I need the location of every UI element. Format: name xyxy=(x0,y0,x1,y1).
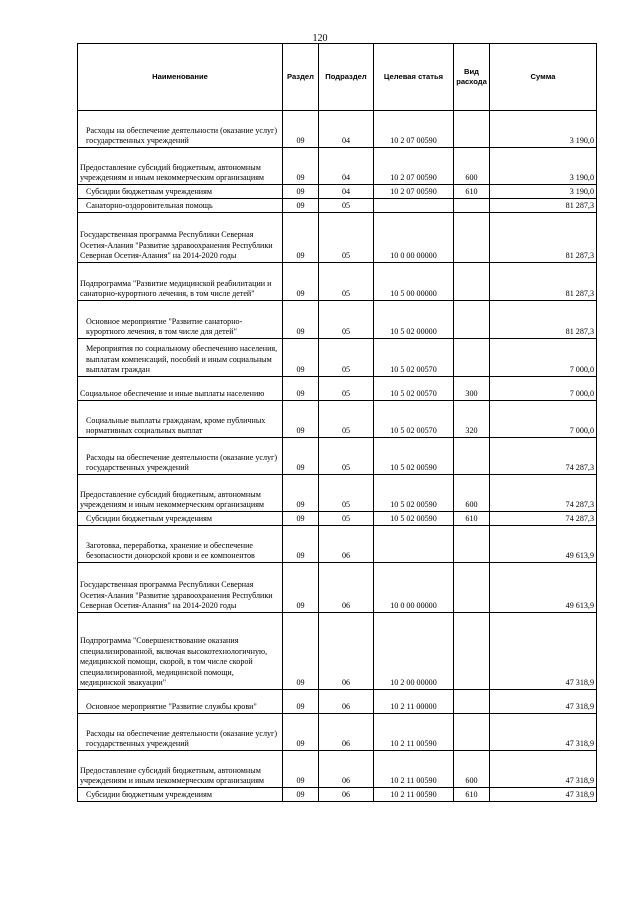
row-amount: 81 287,3 xyxy=(490,263,597,301)
row-expense-type xyxy=(454,301,490,339)
page-number: 120 xyxy=(312,33,328,44)
row-target xyxy=(374,526,454,563)
table-row xyxy=(78,377,597,401)
row-subsection: 06 xyxy=(319,526,374,563)
row-expense-type: 600 xyxy=(454,148,490,185)
row-target: 10 2 07 00590 xyxy=(374,185,454,199)
row-amount: 81 287,3 xyxy=(490,213,597,263)
row-name: Предоставление субсидий бюджетным, автономным учреждениям и иным некоммерческим организациям xyxy=(78,475,283,512)
row-subsection: 05 xyxy=(319,401,374,438)
row-target: 10 2 11 00590 xyxy=(374,788,454,802)
row-name: Мероприятия по социальному обеспечению населения, выплатам компенсаций, пособий и иным социальным выплатам граждан xyxy=(78,339,283,377)
row-name: Расходы на обеспечение деятельности (оказание услуг) государственных учреждений xyxy=(78,111,283,148)
row-amount: 7 000,0 xyxy=(490,339,597,377)
table-row xyxy=(78,148,597,185)
table-row xyxy=(78,526,597,563)
row-name: Социальное обеспечение и иные выплаты населению xyxy=(78,377,283,401)
row-amount: 47 318,9 xyxy=(490,613,597,690)
row-section: 09 xyxy=(283,613,319,690)
row-name: Подпрограмма "Развитие медицинской реабилитации и санаторно-курортного лечения, в том числе детей" xyxy=(78,263,283,301)
row-target: 10 0 00 00000 xyxy=(374,213,454,263)
row-subsection: 06 xyxy=(319,751,374,788)
row-subsection: 05 xyxy=(319,377,374,401)
row-expense-type xyxy=(454,714,490,751)
row-section: 09 xyxy=(283,714,319,751)
row-target: 10 5 02 00590 xyxy=(374,438,454,475)
row-name: Предоставление субсидий бюджетным, автономным учреждениям и иным некоммерческим организациям xyxy=(78,751,283,788)
row-amount: 7 000,0 xyxy=(490,401,597,438)
table-row xyxy=(78,613,597,690)
row-target: 10 5 02 00570 xyxy=(374,377,454,401)
row-target: 10 5 02 00590 xyxy=(374,512,454,526)
row-section: 09 xyxy=(283,788,319,802)
row-section: 09 xyxy=(283,185,319,199)
row-name: Субсидии бюджетным учреждениям xyxy=(78,185,283,199)
row-section: 09 xyxy=(283,401,319,438)
row-amount: 7 000,0 xyxy=(490,377,597,401)
table-header-row xyxy=(78,44,597,111)
row-name: Санаторно-оздоровительная помощь xyxy=(78,199,283,213)
row-subsection: 05 xyxy=(319,301,374,339)
row-target: 10 2 11 00000 xyxy=(374,690,454,714)
row-amount: 74 287,3 xyxy=(490,512,597,526)
row-section: 09 xyxy=(283,690,319,714)
row-name: Государственная программа Республики Северная Осетия-Алания "Развитие здравоохранения Республики Северная Осетия-Алания" на 2014-2020 годы xyxy=(78,213,283,263)
row-name: Расходы на обеспечение деятельности (оказание услуг) государственных учреждений xyxy=(78,714,283,751)
row-section: 09 xyxy=(283,438,319,475)
row-amount: 3 190,0 xyxy=(490,111,597,148)
row-section: 09 xyxy=(283,512,319,526)
row-section: 09 xyxy=(283,213,319,263)
column-header-subsection: Подраздел xyxy=(319,44,374,111)
row-section: 09 xyxy=(283,148,319,185)
row-name: Субсидии бюджетным учреждениям xyxy=(78,512,283,526)
row-expense-type xyxy=(454,199,490,213)
table-row xyxy=(78,690,597,714)
table-body xyxy=(78,111,597,802)
column-header-name: Наименование xyxy=(78,44,283,111)
row-expense-type xyxy=(454,613,490,690)
table-row xyxy=(78,213,597,263)
row-expense-type xyxy=(454,526,490,563)
row-target: 10 2 07 00590 xyxy=(374,111,454,148)
row-subsection: 06 xyxy=(319,690,374,714)
row-target: 10 2 07 00590 xyxy=(374,148,454,185)
table-row xyxy=(78,301,597,339)
column-header-target: Целевая статья xyxy=(374,44,454,111)
row-section: 09 xyxy=(283,475,319,512)
row-name: Расходы на обеспечение деятельности (оказание услуг) государственных учреждений xyxy=(78,438,283,475)
row-subsection: 05 xyxy=(319,263,374,301)
row-expense-type xyxy=(454,213,490,263)
table-row xyxy=(78,263,597,301)
row-amount: 81 287,3 xyxy=(490,199,597,213)
row-expense-type xyxy=(454,563,490,613)
row-target: 10 2 11 00590 xyxy=(374,714,454,751)
row-amount: 49 613,9 xyxy=(490,563,597,613)
row-amount: 3 190,0 xyxy=(490,148,597,185)
row-name: Субсидии бюджетным учреждениям xyxy=(78,788,283,802)
row-name: Основное мероприятие "Развитие службы крови" xyxy=(78,690,283,714)
row-amount: 3 190,0 xyxy=(490,185,597,199)
row-section: 09 xyxy=(283,339,319,377)
row-amount: 81 287,3 xyxy=(490,301,597,339)
row-section: 09 xyxy=(283,199,319,213)
column-header-section: Раздел xyxy=(283,44,319,111)
row-subsection: 06 xyxy=(319,714,374,751)
row-target: 10 2 11 00590 xyxy=(374,751,454,788)
row-subsection: 06 xyxy=(319,613,374,690)
row-subsection: 05 xyxy=(319,199,374,213)
row-section: 09 xyxy=(283,377,319,401)
row-expense-type xyxy=(454,438,490,475)
table-row xyxy=(78,475,597,512)
row-subsection: 05 xyxy=(319,213,374,263)
row-section: 09 xyxy=(283,301,319,339)
row-amount: 74 287,3 xyxy=(490,438,597,475)
row-amount: 47 318,9 xyxy=(490,788,597,802)
budget-table xyxy=(77,43,597,802)
row-subsection: 04 xyxy=(319,148,374,185)
row-amount: 49 613,9 xyxy=(490,526,597,563)
row-amount: 47 318,9 xyxy=(490,714,597,751)
row-expense-type: 600 xyxy=(454,751,490,788)
table-row xyxy=(78,714,597,751)
table-row xyxy=(78,339,597,377)
row-section: 09 xyxy=(283,751,319,788)
row-name: Социальные выплаты гражданам, кроме публичных нормативных социальных выплат xyxy=(78,401,283,438)
row-target: 10 5 02 00000 xyxy=(374,301,454,339)
row-expense-type xyxy=(454,111,490,148)
row-name: Государственная программа Республики Северная Осетия-Алания "Развитие здравоохранения Республики Северная Осетия-Алания" на 2014-2020 годы xyxy=(78,563,283,613)
row-subsection: 06 xyxy=(319,563,374,613)
row-expense-type: 320 xyxy=(454,401,490,438)
row-amount: 47 318,9 xyxy=(490,690,597,714)
row-name: Предоставление субсидий бюджетным, автономным учреждениям и иным некоммерческим организациям xyxy=(78,148,283,185)
table-row xyxy=(78,401,597,438)
row-section: 09 xyxy=(283,563,319,613)
row-subsection: 06 xyxy=(319,788,374,802)
row-amount: 74 287,3 xyxy=(490,475,597,512)
row-expense-type: 610 xyxy=(454,788,490,802)
row-expense-type xyxy=(454,263,490,301)
row-section: 09 xyxy=(283,263,319,301)
table-row xyxy=(78,185,597,199)
row-target: 10 5 02 00570 xyxy=(374,339,454,377)
row-expense-type: 600 xyxy=(454,475,490,512)
row-target xyxy=(374,199,454,213)
row-subsection: 05 xyxy=(319,438,374,475)
row-section: 09 xyxy=(283,111,319,148)
table-row xyxy=(78,438,597,475)
row-expense-type: 610 xyxy=(454,185,490,199)
row-target: 10 5 02 00590 xyxy=(374,475,454,512)
row-subsection: 05 xyxy=(319,339,374,377)
row-target: 10 5 00 00000 xyxy=(374,263,454,301)
column-header-amount: Сумма xyxy=(490,44,597,111)
row-subsection: 04 xyxy=(319,111,374,148)
table-row xyxy=(78,111,597,148)
row-subsection: 05 xyxy=(319,475,374,512)
row-target: 10 5 02 00570 xyxy=(374,401,454,438)
row-name: Основное мероприятие "Развитие санаторно-курортного лечения, в том числе для детей" xyxy=(78,301,283,339)
table-row xyxy=(78,512,597,526)
table-row xyxy=(78,788,597,802)
row-target: 10 2 00 00000 xyxy=(374,613,454,690)
row-name: Подпрограмма "Совершенствование оказания специализированной, включая высокотехнологичную, медицинской помощи, скорой, в том числе скорой специализированной, медицинской помощи, медицинской эвакуации" xyxy=(78,613,283,690)
row-subsection: 04 xyxy=(319,185,374,199)
row-amount: 47 318,9 xyxy=(490,751,597,788)
table-row xyxy=(78,563,597,613)
row-expense-type xyxy=(454,690,490,714)
row-expense-type: 610 xyxy=(454,512,490,526)
table-row xyxy=(78,751,597,788)
row-subsection: 05 xyxy=(319,512,374,526)
row-expense-type: 300 xyxy=(454,377,490,401)
column-header-expense-type: Вид расхода xyxy=(454,44,490,111)
row-section: 09 xyxy=(283,526,319,563)
row-name: Заготовка, переработка, хранение и обеспечение безопасности донорской крови и ее компонентов xyxy=(78,526,283,563)
row-target: 10 0 00 00000 xyxy=(374,563,454,613)
row-expense-type xyxy=(454,339,490,377)
table-row xyxy=(78,199,597,213)
